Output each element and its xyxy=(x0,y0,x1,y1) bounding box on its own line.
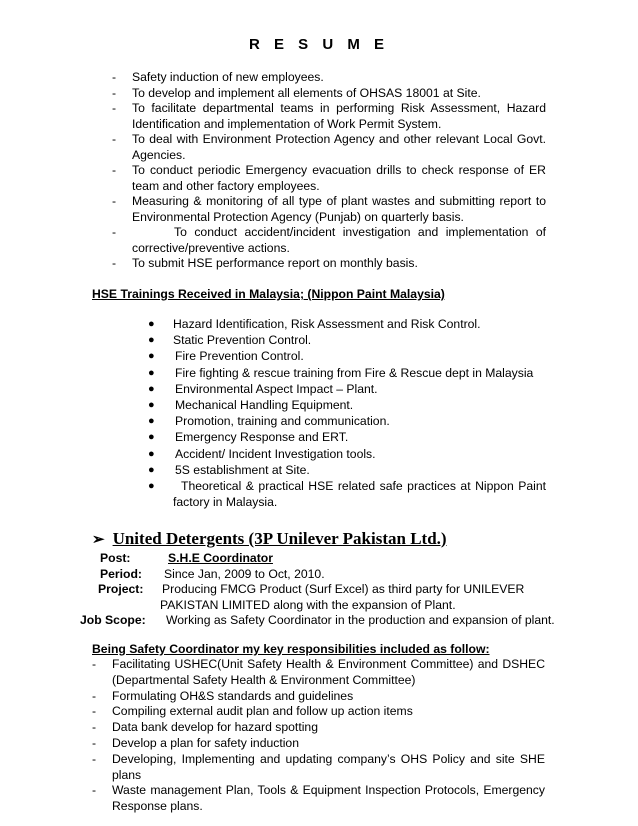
duty-item xyxy=(112,101,546,132)
duty-text: Safety induction of new employees. xyxy=(132,70,324,84)
trainings-heading: HSE Trainings Received in Malaysia; (Nippon Paint Malaysia) xyxy=(92,287,445,301)
dash-marker: - xyxy=(92,783,97,798)
training-item xyxy=(146,478,546,510)
duty-text: To conduct periodic Emergency evacuation drills to check response of ER team and other factory employees. xyxy=(132,163,546,193)
dash-marker: - xyxy=(92,751,97,766)
training-item xyxy=(146,429,546,445)
bullet-icon: ● xyxy=(148,382,155,395)
duty-item xyxy=(112,132,546,163)
training-item xyxy=(146,316,546,332)
training-text: Environmental Aspect Impact – Plant. xyxy=(175,381,378,396)
training-text: Promotion, training and communication. xyxy=(175,414,390,429)
bullet-icon: ● xyxy=(148,350,155,363)
dash-marker: - xyxy=(112,194,117,208)
dash-marker: - xyxy=(92,735,97,750)
dash-marker: - xyxy=(112,163,117,177)
bullet-icon: ● xyxy=(148,415,155,428)
scope-value: Working as Safety Coordinator in the production and expansion of plant. xyxy=(166,613,555,627)
arrow-bullet-icon: ➢ xyxy=(92,531,105,548)
dash-marker: - xyxy=(112,132,117,146)
resume-title: R E S U M E xyxy=(248,36,389,53)
project-row xyxy=(80,582,560,598)
post-value: S.H.E Coordinator xyxy=(168,551,273,565)
training-text: Fire fighting & rescue training from Fire & Rescue dept in Malaysia xyxy=(175,365,534,380)
bullet-icon: ● xyxy=(148,399,155,412)
dash-marker: - xyxy=(92,688,97,703)
training-text: Accident/ Incident Investigation tools. xyxy=(175,446,376,461)
responsibility-item xyxy=(92,704,545,720)
training-text: Hazard Identification, Risk Assessment and Risk Control. xyxy=(173,317,481,331)
scope-label: Job Scope: xyxy=(80,613,146,627)
duty-item xyxy=(112,194,546,225)
training-item xyxy=(146,381,546,397)
training-item xyxy=(146,365,546,381)
post-label: Post: xyxy=(100,551,131,565)
duty-text: To develop and implement all elements of OHSAS 18001 at Site. xyxy=(132,85,481,100)
duties-list xyxy=(112,70,546,272)
project-row-cont xyxy=(80,598,560,614)
training-item xyxy=(146,348,546,364)
training-text: Emergency Response and ERT. xyxy=(175,430,349,445)
responsibility-item xyxy=(92,752,545,784)
dash-marker: - xyxy=(112,256,117,270)
job-info xyxy=(80,551,560,629)
training-item xyxy=(146,446,546,462)
responsibility-item xyxy=(92,657,545,689)
duty-item xyxy=(112,70,546,86)
responsibility-item xyxy=(92,689,545,705)
duty-item xyxy=(112,163,546,194)
responsibilities-heading: Being Safety Coordinator my key responsibilities included as follow: xyxy=(92,642,490,656)
responsibility-item xyxy=(92,736,545,752)
responsibilities-list xyxy=(92,657,545,815)
duty-text: To conduct accident/incident investigation and implementation of corrective/preventive actions. xyxy=(132,225,546,255)
dash-marker: - xyxy=(112,70,117,84)
dash-marker: - xyxy=(112,225,117,239)
bullet-icon: ● xyxy=(148,431,155,444)
responsibility-item xyxy=(92,783,545,815)
training-item xyxy=(146,332,546,348)
bullet-icon: ● xyxy=(148,318,155,330)
responsibility-text: Developing, Implementing and updating company’s OHS Policy and site SHE plans xyxy=(112,751,545,782)
training-text: Fire Prevention Control. xyxy=(175,349,304,364)
bullet-icon: ● xyxy=(148,334,155,347)
duty-item xyxy=(112,256,546,272)
duty-text: To deal with Environment Protection Agency and other relevant Local Govt. Agencies. xyxy=(132,132,546,162)
project-value-cont: PAKISTAN LIMITED along with the expansion of Plant. xyxy=(160,597,456,612)
scope-row xyxy=(80,613,560,629)
bullet-icon: ● xyxy=(148,480,155,493)
period-value: Since Jan, 2009 to Oct, 2010. xyxy=(164,566,325,581)
project-value: Producing FMCG Product (Surf Excel) as third party for UNILEVER xyxy=(162,582,525,596)
dash-marker: - xyxy=(112,101,117,115)
responsibility-text: Formulating OH&S standards and guidelines xyxy=(112,688,354,703)
training-text: 5S establishment at Site. xyxy=(175,462,310,477)
duty-item xyxy=(112,225,546,256)
duty-item xyxy=(112,86,546,102)
dash-marker: - xyxy=(112,85,117,100)
period-row xyxy=(80,567,560,583)
responsibility-item xyxy=(92,720,545,736)
bullet-icon: ● xyxy=(148,463,155,476)
company-name: United Detergents (3P Unilever Pakistan Ltd.) xyxy=(112,529,447,548)
duty-text: To facilitate departmental teams in performing Risk Assessment, Hazard Identification and implementation of Work Permit System. xyxy=(132,101,546,131)
responsibility-text: Develop a plan for safety induction xyxy=(112,735,299,750)
training-item xyxy=(146,462,546,478)
training-text: Mechanical Handling Equipment. xyxy=(175,398,354,413)
responsibility-text: Compiling external audit plan and follow up action items xyxy=(112,704,413,719)
responsibility-text: Waste management Plan, Tools & Equipment Inspection Protocols, Emergency Response plans. xyxy=(112,783,545,814)
responsibility-text: Facilitating USHEC(Unit Safety Health & Environment Committee) and DSHEC (Departmental Safety Health & Environment Committee) xyxy=(112,657,545,687)
training-text: Static Prevention Control. xyxy=(173,333,312,348)
trainings-list xyxy=(146,316,546,510)
training-item xyxy=(146,413,546,429)
company-heading xyxy=(92,529,447,549)
period-label: Period: xyxy=(100,566,142,581)
project-label: Project: xyxy=(98,582,144,596)
bullet-icon: ● xyxy=(148,366,155,379)
post-row xyxy=(80,551,560,567)
bullet-icon: ● xyxy=(148,447,155,460)
dash-marker: - xyxy=(92,657,97,671)
dash-marker: - xyxy=(92,704,97,719)
dash-marker: - xyxy=(92,720,97,735)
responsibility-text: Data bank develop for hazard spotting xyxy=(112,720,318,735)
training-text: Theoretical & practical HSE related safe practices at Nippon Paint factory in Malaysia. xyxy=(173,479,546,510)
duty-text: To submit HSE performance report on monthly basis. xyxy=(132,256,418,270)
duty-text: Measuring & monitoring of all type of plant wastes and submitting report to Environmental Protection Agency (Punjab) on quarterly basis. xyxy=(132,194,546,224)
training-item xyxy=(146,397,546,413)
